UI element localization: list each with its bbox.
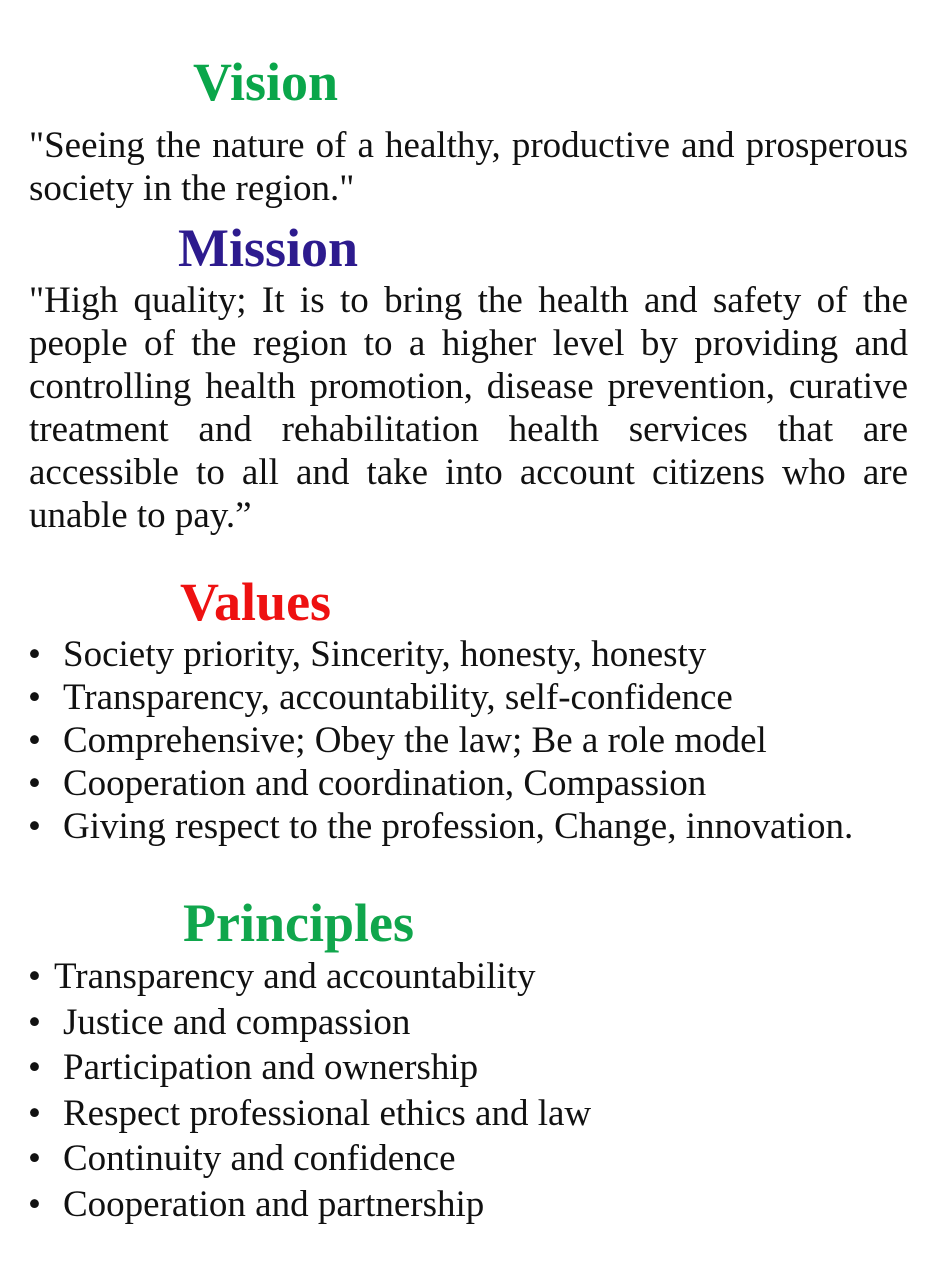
principles-item-text: Continuity and confidence xyxy=(63,1138,456,1179)
principles-list-item xyxy=(24,1136,591,1182)
principles-list-item xyxy=(24,954,591,1000)
principles-list-item xyxy=(24,1182,591,1228)
values-heading: Values xyxy=(180,572,332,632)
values-list-item xyxy=(24,719,853,762)
principles-list-item xyxy=(24,1045,591,1091)
bullet-icon: • xyxy=(28,1001,41,1043)
bullet-icon: • xyxy=(28,1047,41,1088)
bullet-icon: • xyxy=(28,1092,41,1134)
bullet-icon: • xyxy=(28,1138,41,1179)
principles-list-item xyxy=(24,1091,591,1137)
principles-list xyxy=(24,954,591,1227)
bullet-icon: • xyxy=(28,1183,41,1225)
vision-statement: "Seeing the nature of a healthy, productive and prosperous society in the region." xyxy=(29,125,908,209)
bullet-icon: • xyxy=(28,763,41,804)
bullet-icon: • xyxy=(28,677,41,718)
principles-item-text: Transparency and accountability xyxy=(54,956,536,997)
mission-statement: "High quality; It is to bring the health and safety of the people of the region to a higher level by providing and controlling health promotion, disease prevention, curative treatment and rehabilitation health services that are accessible to all and take into account citizens who are unable to pay.” xyxy=(29,280,908,536)
principles-list-item xyxy=(24,1000,591,1046)
values-item-text: Comprehensive; Obey the law; Be a role model xyxy=(63,720,767,761)
values-item-text: Transparency, accountability, self-confidence xyxy=(63,677,733,718)
values-item-text: Cooperation and coordination, Compassion xyxy=(63,763,707,804)
values-list-item xyxy=(24,633,853,676)
principles-item-text: Cooperation and partnership xyxy=(63,1183,485,1225)
vision-heading: Vision xyxy=(193,52,339,112)
values-list-item xyxy=(24,762,853,805)
principles-item-text: Participation and ownership xyxy=(63,1047,479,1088)
bullet-icon: • xyxy=(28,634,41,675)
values-list-item xyxy=(24,805,853,848)
values-item-text: Giving respect to the profession, Change, innovation. xyxy=(63,806,854,847)
principles-heading: Principles xyxy=(183,893,414,953)
principles-item-text: Respect professional ethics and law xyxy=(63,1092,592,1134)
principles-item-text: Justice and compassion xyxy=(63,1001,411,1043)
values-list xyxy=(24,633,853,848)
values-item-text: Society priority, Sincerity, honesty, honesty xyxy=(63,634,707,675)
mission-heading: Mission xyxy=(178,218,359,278)
bullet-icon: • xyxy=(28,720,41,761)
values-list-item xyxy=(24,676,853,719)
bullet-icon: • xyxy=(28,806,41,847)
bullet-icon: • xyxy=(28,956,41,997)
